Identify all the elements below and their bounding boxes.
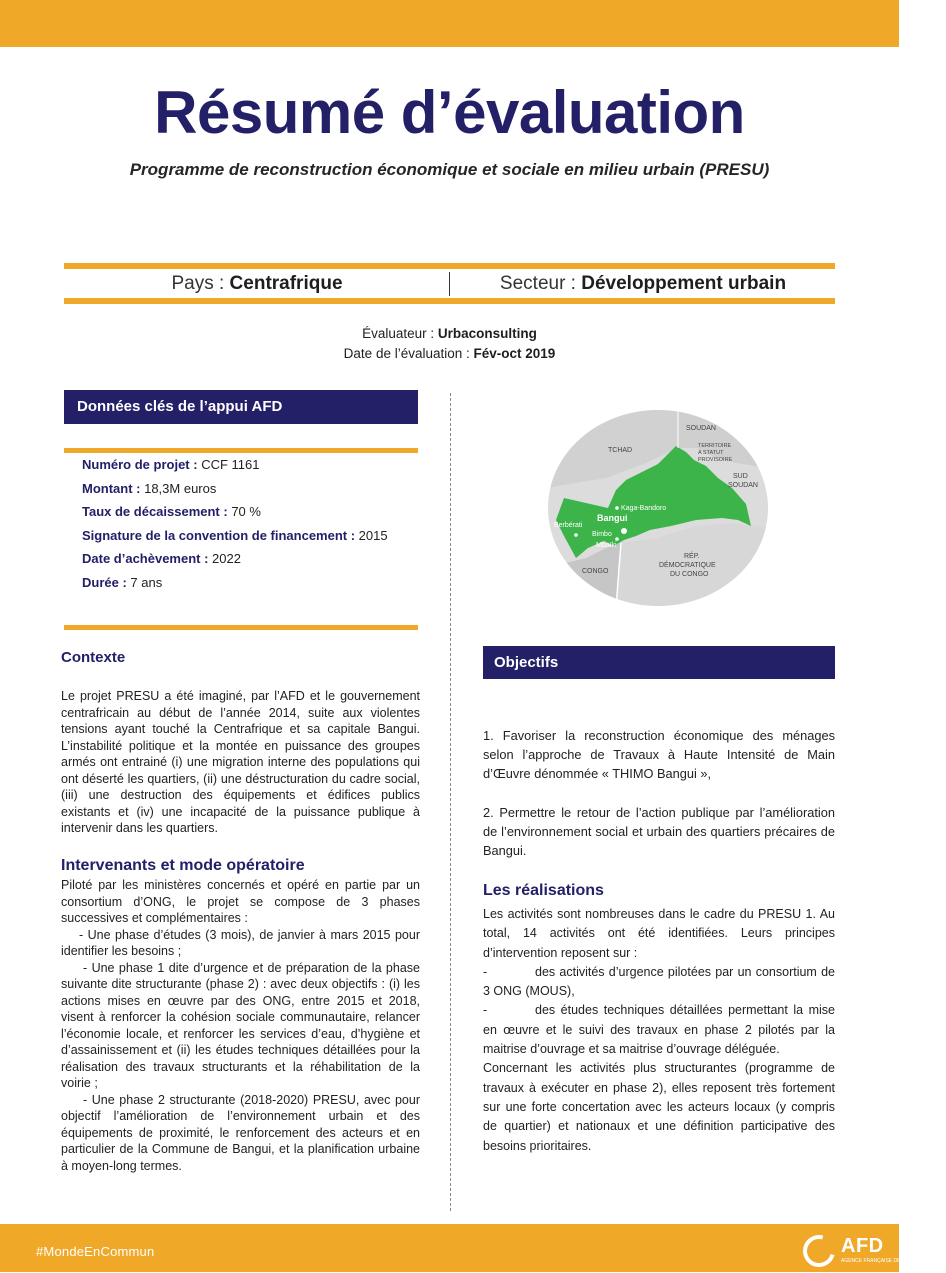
map-label-kaga: Kaga-Bandoro [621, 505, 667, 512]
evaluator-line [0, 326, 899, 341]
map-label-rdc-2: DÉMOCRATIQUE [659, 562, 716, 569]
afd-logo-ring-icon [797, 1229, 841, 1273]
map-marker-berberati [574, 533, 578, 537]
map-label-sud-soudan-2: SOUDAN [728, 482, 758, 489]
key-data-item [82, 575, 422, 599]
map-label-sud-soudan-1: SUD [733, 473, 748, 480]
key-data-item [82, 528, 422, 552]
key-data-item [82, 457, 422, 481]
country-field [64, 273, 450, 295]
key-data-list [82, 457, 422, 599]
key-data-label: Montant : [82, 480, 145, 496]
objectif-1: 1. Favoriser la reconstruction économique des ménages selon l’approche de Travaux à Haute Intensité de Main d’Œuvre dénommée « THIMO Bangui », [483, 728, 835, 781]
realisations-body [483, 905, 835, 1156]
map-label-congo: CONGO [582, 568, 609, 575]
sector-field [450, 273, 836, 295]
map-marker-kaga [615, 506, 619, 510]
map-label-bangui: Bangui [597, 513, 628, 523]
country-value: Centrafrique [229, 273, 343, 294]
key-data-value: CCF 1161 [201, 457, 260, 472]
evaluation-date-label: Date de l’évaluation : [343, 346, 474, 361]
divider-top [64, 263, 835, 269]
realisations-intro: Les activités sont nombreuses dans le cadre du PRESU 1. Au total, 14 activités ont été identifiées. Leurs principes d’intervention reposent sur : [483, 907, 835, 960]
page-subtitle: Programme de reconstruction économique et sociale en milieu urbain (PRESU) [129, 160, 770, 179]
contexte-heading: Contexte [61, 649, 126, 666]
key-data-value: 70 % [231, 504, 261, 520]
divider-bottom [64, 298, 835, 304]
key-data-label: Taux de décaissement : [82, 504, 232, 520]
key-data-label: Date d’achèvement : [82, 551, 213, 567]
column-divider [450, 393, 451, 1211]
map-label-territoire-3: PROVISOIRE [698, 457, 733, 463]
map-marker-bimbo [615, 537, 619, 541]
key-data-bar-top [64, 448, 418, 453]
phase-2: - Une phase 2 structurante (2018-2020) PRESU, avec pour objectif l’amélioration de l’environnement urbain et des équipements de proximité, le renforcement des acteurs et en particulier de la Commune de Bangui, et la planification urbaine à moyen-long termes. [61, 1092, 420, 1173]
evaluation-date-value: Fév-oct 2019 [473, 346, 556, 361]
afd-logo-text: AFD [841, 1235, 884, 1257]
objectif-2: 2. Permettre le retour de l’action publique par l’amélioration de l’environnement social et urbain des quartiers précaires de Bangui. [483, 805, 835, 858]
map-label-territoire-2: A STATUT [698, 450, 724, 456]
key-data-bar-bottom [64, 625, 418, 630]
intervenants-heading: Intervenants et mode opératoire [61, 857, 305, 874]
map-graphic [546, 408, 770, 608]
key-data-item [82, 481, 422, 505]
intervenants-intro: Piloté par les ministères concernés et opéré en partie par un consortium d’ONG, le projet se compose de 3 phases successives et complémentaires : [61, 878, 420, 925]
bullet-dash: - [483, 964, 488, 979]
location-map [546, 408, 770, 608]
evaluation-date-line [0, 346, 899, 361]
map-label-tchad: TCHAD [608, 447, 633, 454]
map-label-soudan: SOUDAN [686, 425, 716, 432]
key-data-label: Signature de la convention de financement : [82, 527, 359, 543]
key-data-item [82, 551, 422, 575]
sector-value: Développement urbain [581, 273, 787, 294]
key-data-value: 2015 [358, 527, 388, 543]
intervenants-body [61, 877, 420, 1174]
map-label-territoire-1: TERRITOIRE [698, 443, 732, 449]
key-data-label: Numéro de projet : [82, 457, 202, 472]
country-label: Pays : [171, 273, 230, 294]
key-data-label: Durée : [82, 574, 131, 590]
map-label-rdc-3: DU CONGO [670, 571, 709, 578]
realisations-bullet-1: des activités d’urgence pilotées par un consortium de 3 ONG (MOUS), [483, 964, 835, 999]
map-label-rdc-1: RÉP. [684, 553, 700, 560]
afd-logo-subtext: AGENCE FRANÇAISE DE DÉVELOPPEMENT [841, 1258, 946, 1264]
map-label-mbaiki: Mbaïki [596, 542, 617, 549]
key-data-title: Données clés de l’appui AFD [64, 390, 418, 424]
objectifs-title: Objectifs [483, 646, 835, 679]
key-data-item [82, 504, 422, 528]
realisations-heading: Les réalisations [483, 882, 604, 899]
page-title: Résumé d’évaluation [154, 79, 745, 146]
phase-1: - Une phase 1 dite d’urgence et de préparation de la phase suivante dite structurante (phase 2) : avec deux objectifs : (i) les actions mises en œuvre par des ONG, entre 2015 et 2018, visent à renforcer la cohésion sociale communautaire, relancer l’économie locale, et renforcer les services d’eau, d’hygiène et d’assainissement et (ii) les études techniques détaillées pour la réalisation des travaux structurants et la réhabilitation de la voirie ; [61, 960, 420, 1090]
bullet-dash: - [483, 1003, 488, 1018]
contexte-text: Le projet PRESU a été imaginé, par l’AFD et le gouvernement centrafricain au début de l’année 2014, suite aux violentes tensions ayant touché la Centrafrique et sa capitale Bangui. L’instabilité politique et la montée en puissance des groupes armés ont entrainé (i) une migration interne des populations qui ont déserté les quartiers, (ii) une déstructuration du cadre social, (iii) une destruction des équipements et édifices publics existants et (iv) une incapacité de la puissance publique à intervenir dans les quartiers. [61, 689, 420, 835]
sector-label: Secteur : [499, 273, 582, 294]
map-label-bimbo: Bimbo [592, 531, 612, 538]
key-data-value: 18,3M euros [144, 480, 217, 496]
key-data-value: 2022 [212, 551, 241, 567]
key-data-value: 7 ans [130, 574, 163, 590]
realisations-bullet-2: des études techniques détaillées permettant la mise en œuvre et le suivi des travaux en phase 2 pilotés par la maitrise d’ouvrage et sa maitrise d’ouvrage déléguée. [483, 1003, 835, 1057]
hashtag: #MondeEnCommun [36, 1244, 155, 1259]
afd-logo [803, 1233, 946, 1269]
map-label-berberati: Berbérati [554, 522, 583, 529]
map-marker-bangui [621, 528, 627, 534]
evaluator-label: Évaluateur : [362, 326, 438, 341]
phase-etudes: - Une phase d’études (3 mois), de janvier à mars 2015 pour identifier les besoins ; [61, 927, 420, 958]
top-banner [0, 0, 899, 47]
evaluator-value: Urbaconsulting [437, 326, 537, 341]
realisations-conclusion: Concernant les activités plus structurantes (programme de travaux à exécuter en phase 2), elles reposent très fortement sur une forte concertation avec les acteurs locaux (y compris de quartier) et nationaux et une définition participative des besoins prioritaires. [483, 1061, 835, 1153]
